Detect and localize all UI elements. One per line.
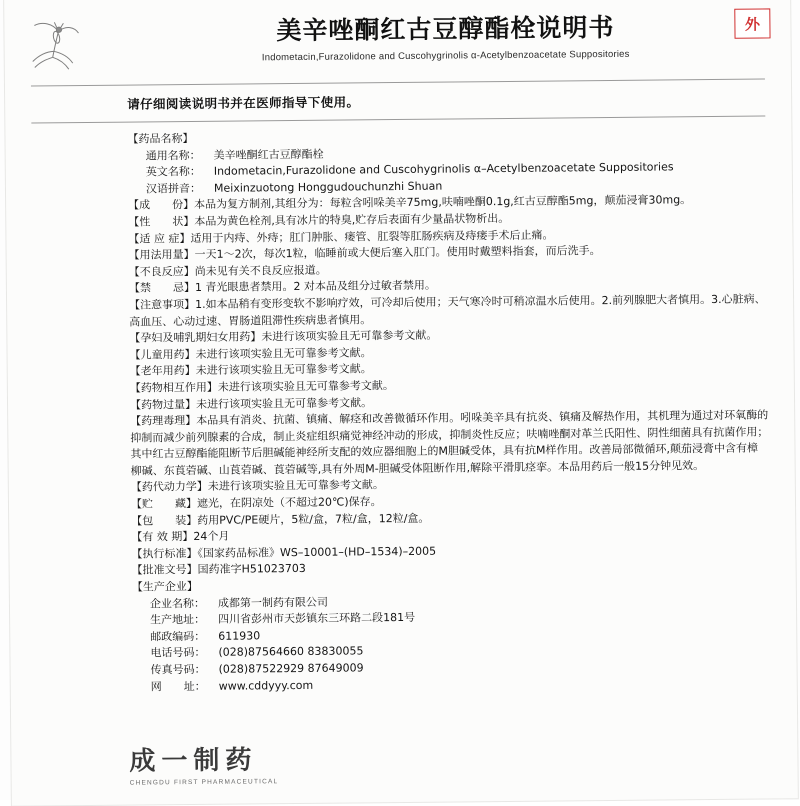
phone-label: 电话号码： xyxy=(150,646,206,660)
page-title: 美辛唑酮红古豆醇酯栓说明书 xyxy=(276,12,615,46)
postcode-label: 邮政编码： xyxy=(150,629,206,644)
paper-sheet xyxy=(4,0,798,806)
pinyin-label: 汉语拼音： xyxy=(145,181,202,196)
page-subtitle-en: Indometacin,Furazolidone and Cuscohygrinolis α-Acetylbenzoacetate Suppositories xyxy=(261,48,630,64)
pregnancy-label: 【孕妇及哺乳期妇女用药】 xyxy=(129,330,262,345)
composition-text: 本品为复方制剂,其组分为：每粒含吲哚美辛75mg,呋喃唑酮0.1g,红古豆醇酯5mg，颠茄浸膏30mg。 xyxy=(194,193,692,212)
address-value: 四川省彭州市天彭镇东三环路二段181号 xyxy=(218,611,416,626)
package-label: 【包 装】 xyxy=(131,513,198,528)
mosquito-icon xyxy=(22,17,85,72)
indications-text: 适用于内痔、外痔；肛门肿胀、瘘管、肛裂等肛肠疾病及痔瘘手术后止痛。 xyxy=(190,228,554,245)
dosage-label: 【用法用量】 xyxy=(128,248,195,262)
dosage-text: 一天1～2次，每次1粒，临睡前或大便后塞入肛门。使用时戴塑料指套，而后洗手。 xyxy=(194,244,601,262)
generic-name-label: 通用名称： xyxy=(145,148,201,163)
document-header xyxy=(108,6,765,74)
approval-text: 国药准字H51023703 xyxy=(197,562,306,577)
fax-label: 传真号码： xyxy=(150,662,206,677)
divider-top xyxy=(31,78,765,86)
pediatric-text: 未进行该项实验且无可靠参考文献。 xyxy=(195,345,372,361)
precautions-label: 【注意事项】 xyxy=(129,297,196,312)
address-label: 生产地址： xyxy=(150,613,206,627)
company-name-value: 成都第一制药有限公司 xyxy=(217,595,329,610)
pharmacokinetics-text: 未进行该项实验且无可靠参考文献。 xyxy=(207,478,384,494)
reading-notice: 请仔细阅读说明书并在医师指导下使用。 xyxy=(127,94,360,112)
precautions-text: 1.如本品稍有变形变软不影响疗效，可冷却后使用；天气寒冷时可稍凉温水后使用。2.前列腺肥大者慎用。3.心脏病、高血压、心动过速、胃肠道阻滞性疾病患者慎用。 xyxy=(129,292,766,329)
english-name-value: Indometacin,Furazolidone and Cuscohygrinolis α–Acetylbenzoacetate Suppositories xyxy=(213,160,674,178)
phone-value: (028)87564660 83830055 xyxy=(218,644,364,660)
properties-label: 【性 状】 xyxy=(128,214,195,229)
logo-text-en: CHENGDU FIRST PHARMACEUTICAL xyxy=(129,778,279,787)
otc-badge: 外 xyxy=(734,8,770,38)
adverse-label: 【不良反应】 xyxy=(128,264,195,279)
interaction-text: 未进行该项实验且无可靠参考文献。 xyxy=(217,378,394,394)
storage-text: 遮光，在阴凉处（不超过20℃)保存。 xyxy=(196,495,382,511)
contraindications-text: 1 青光眼患者禁用。2 对本品及组分过敏者禁用。 xyxy=(194,279,436,295)
generic-name-value: 美辛唑酮红古豆醇酯栓 xyxy=(213,147,324,162)
section-pharmacology xyxy=(130,408,769,480)
website-value: www.cddyyy.com xyxy=(218,678,314,693)
geriatric-label: 【老年用药】 xyxy=(129,364,196,378)
standard-label: 【执行标准】 xyxy=(131,546,198,561)
contraindications-label: 【禁 忌】 xyxy=(128,281,195,295)
divider-second xyxy=(31,115,765,123)
indications-label: 【适 应 症】 xyxy=(128,231,191,246)
overdose-text: 未进行该项实验且无可靠参考文献。 xyxy=(195,395,373,411)
overdose-label: 【药物过量】 xyxy=(129,397,197,412)
pharmacokinetics-label: 【药代动力学】 xyxy=(130,480,208,495)
company-name-label: 企业名称： xyxy=(149,596,206,611)
pinyin-value: Meixinzuotong Honggudouchunzhi Shuan xyxy=(213,179,443,195)
english-name-label: 英文名称： xyxy=(145,165,201,179)
properties-text: 本品为黄色栓剂,具有冰片的特臭,贮存后表面有少量晶状物析出。 xyxy=(194,211,510,228)
company-logo xyxy=(129,739,278,786)
drug-name-header-label: 【药品名称】 xyxy=(127,131,194,146)
pregnancy-text: 未进行该项实验且无可靠参考文献。 xyxy=(261,328,438,344)
approval-label: 【批准文号】 xyxy=(131,563,198,578)
pharmacology-label: 【药理毒理】 xyxy=(130,414,197,428)
document-body xyxy=(127,125,770,695)
pediatric-label: 【儿童用药】 xyxy=(129,347,196,362)
composition-label: 【成 份】 xyxy=(128,198,195,212)
standard-text: 《国家药品标准》WS–10001–(HD–1534)–2005 xyxy=(197,544,437,560)
postcode-value: 611930 xyxy=(218,629,261,643)
package-text: 药用PVC/PE硬片，5粒/盒，7粒/盒，12粒/盒。 xyxy=(197,511,430,527)
geriatric-text: 未进行该项实验且无可靠参考文献。 xyxy=(195,362,372,378)
logo-text-cn: 成一制药 xyxy=(129,745,258,777)
adverse-text: 尚未见有关不良反应报道。 xyxy=(194,263,327,278)
website-label: 网 址： xyxy=(150,679,206,694)
storage-label: 【贮 藏】 xyxy=(130,497,198,511)
validity-label: 【有 效 期】 xyxy=(131,530,194,544)
interaction-label: 【药物相互作用】 xyxy=(129,380,218,395)
pharmacology-text: 本品具有消炎、抗菌、镇痛、解痉和改善微循环作用。吲哚美辛具有抗炎、镇痛及解热作用，其机理为通过对环氧酶的抑制而减少前列腺素的合成，制止炎症组织痛觉神经冲动的形成，抑制炎性反应；呋喃唑酮对革兰氏阳性、阴性细菌具有抗菌作用；其中红古豆醇酯能阻断节后胆碱能神经所支配的效应器细胞上的M胆碱受体，具有抗M样作用。改善局部微循环,颠茄浸膏中含有樟柳碱、东莨菪碱、山莨菪碱、莨菪碱等,具有外周M-胆碱受体阻断作用,解除平滑肌痉挛。本品用药后一般15分钟见效。 xyxy=(130,408,769,478)
manufacturer-label: 【生产企业】 xyxy=(131,579,198,594)
validity-text: 24个月 xyxy=(193,529,230,544)
fax-value: (028)87522929 87649009 xyxy=(218,661,364,676)
